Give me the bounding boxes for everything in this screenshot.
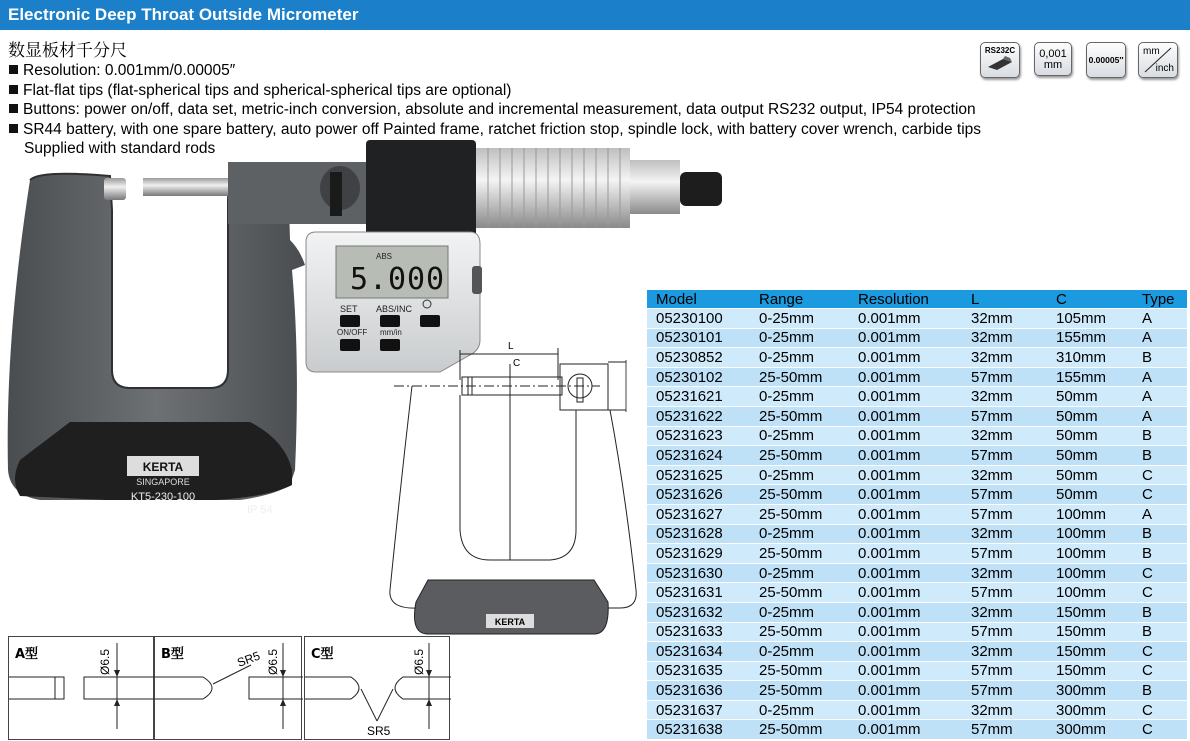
table-cell: 57mm — [962, 661, 1047, 681]
abs-inc-label: ABS/INC — [376, 304, 413, 314]
table-row — [647, 642, 1187, 662]
table-cell: 50mm — [1047, 446, 1133, 466]
table-cell: 57mm — [962, 504, 1047, 524]
table-cell: 05231629 — [647, 544, 750, 564]
table-cell: 50mm — [1047, 485, 1133, 505]
table-body — [647, 309, 1187, 740]
table-row — [647, 485, 1187, 505]
dim-l-label: L — [508, 341, 514, 352]
table-cell: 57mm — [962, 367, 1047, 387]
table-cell: 32mm — [962, 602, 1047, 622]
table-cell: 100mm — [1047, 524, 1133, 544]
tip-c-radius: SR5 — [367, 724, 391, 738]
chinese-title: 数显板材千分尺 — [8, 41, 127, 61]
table-row — [647, 504, 1187, 524]
table-cell: 0.001mm — [849, 563, 962, 583]
table-cell: 150mm — [1047, 622, 1133, 642]
table-row — [647, 563, 1187, 583]
mm-inch-conversion-icon: mm inch — [1138, 42, 1178, 78]
table-cell: C — [1133, 563, 1187, 583]
table-row — [647, 348, 1187, 368]
table-cell: 0.001mm — [849, 465, 962, 485]
table-cell: 0.001mm — [849, 328, 962, 348]
table-cell: B — [1133, 348, 1187, 368]
table-cell: 155mm — [1047, 367, 1133, 387]
table-cell: 0.001mm — [849, 642, 962, 662]
table-header-row — [647, 290, 1187, 309]
column-header: Type — [1133, 290, 1187, 309]
table-cell: 57mm — [962, 544, 1047, 564]
table-cell: 05231625 — [647, 465, 750, 485]
display-value: 5.000 — [350, 262, 444, 297]
table-cell: 0-25mm — [750, 309, 849, 329]
table-cell: 105mm — [1047, 309, 1133, 329]
column-header: Model — [647, 290, 750, 309]
column-header: Range — [750, 290, 849, 309]
table-cell: 0-25mm — [750, 328, 849, 348]
table-cell: 25-50mm — [750, 367, 849, 387]
bullet-square-icon — [9, 65, 18, 74]
table-cell: 0.001mm — [849, 348, 962, 368]
page-title: Electronic Deep Throat Outside Micrometer — [0, 0, 1190, 30]
table-cell: B — [1133, 622, 1187, 642]
table-cell: 25-50mm — [750, 544, 849, 564]
on-off-label: ON/OFF — [337, 328, 368, 337]
table-row — [647, 328, 1187, 348]
table-row — [647, 406, 1187, 426]
table-cell: 05231631 — [647, 583, 750, 603]
table-row — [647, 544, 1187, 564]
table-cell: 05231634 — [647, 642, 750, 662]
table-row — [647, 681, 1187, 701]
resolution-inch-icon: 0.00005″ — [1086, 42, 1126, 78]
table-cell: C — [1133, 583, 1187, 603]
table-cell: 0.001mm — [849, 602, 962, 622]
table-cell: 05231636 — [647, 681, 750, 701]
table-cell: 0.001mm — [849, 720, 962, 739]
table-cell: 05230102 — [647, 367, 750, 387]
table-cell: 57mm — [962, 622, 1047, 642]
table-cell: 32mm — [962, 524, 1047, 544]
mm-in-label: mm/in — [380, 328, 402, 337]
table-cell: A — [1133, 406, 1187, 426]
table-cell: 32mm — [962, 700, 1047, 720]
table-cell: C — [1133, 465, 1187, 485]
table-cell: 0-25mm — [750, 642, 849, 662]
on-off-button — [340, 339, 360, 351]
table-cell: 0.001mm — [849, 524, 962, 544]
table-cell: 100mm — [1047, 544, 1133, 564]
table-cell: 0.001mm — [849, 661, 962, 681]
table-cell: 0.001mm — [849, 504, 962, 524]
column-header: Resolution — [849, 290, 962, 309]
table-cell: C — [1133, 485, 1187, 505]
bullet-square-icon — [9, 85, 18, 94]
table-cell: B — [1133, 544, 1187, 564]
feature-item: Resolution: 0.001mm/0.00005″ — [9, 61, 981, 81]
table-row — [647, 446, 1187, 466]
technical-drawing — [380, 340, 648, 636]
tip-b-radius: SR5 — [235, 648, 262, 670]
table-cell: 0.001mm — [849, 544, 962, 564]
table-cell: C — [1133, 661, 1187, 681]
table-cell: 05231622 — [647, 406, 750, 426]
table-cell: 150mm — [1047, 642, 1133, 662]
table-cell: 0.001mm — [849, 406, 962, 426]
table-cell: 155mm — [1047, 328, 1133, 348]
table-cell: B — [1133, 524, 1187, 544]
tip-type-b: B型 SR5 Ø6.5 — [154, 636, 302, 740]
tip-c-diameter: Ø6.5 — [412, 648, 426, 675]
tip-type-c: C型 SR5 Ø6.5 — [304, 636, 450, 740]
table-cell: 05231632 — [647, 602, 750, 622]
table-cell: 05231626 — [647, 485, 750, 505]
table-cell: C — [1133, 720, 1187, 739]
table-cell: 0-25mm — [750, 426, 849, 446]
tip-a-diameter: Ø6.5 — [98, 648, 112, 675]
table-cell: B — [1133, 446, 1187, 466]
table-cell: 0-25mm — [750, 524, 849, 544]
brand-subtitle: SINGAPORE — [136, 477, 190, 487]
table-cell: 57mm — [962, 485, 1047, 505]
table-cell: 57mm — [962, 583, 1047, 603]
table-cell: 310mm — [1047, 348, 1133, 368]
table-cell: 32mm — [962, 563, 1047, 583]
table-cell: 05230100 — [647, 309, 750, 329]
table-cell: A — [1133, 309, 1187, 329]
table-cell: 25-50mm — [750, 622, 849, 642]
table-cell: 32mm — [962, 328, 1047, 348]
table-cell: 0-25mm — [750, 387, 849, 407]
feature-item: SR44 battery, with one spare battery, auto power off Painted frame, ratchet friction stop, spindle lock, with battery cover wrench, carbide tips — [9, 120, 981, 140]
table-cell: 0-25mm — [750, 563, 849, 583]
table-cell: 0.001mm — [849, 681, 962, 701]
table-cell: B — [1133, 681, 1187, 701]
resolution-mm-icon: 0,001 mm — [1034, 42, 1072, 76]
table-cell: 0.001mm — [849, 485, 962, 505]
table-row — [647, 465, 1187, 485]
brand-logo: KERTA — [142, 460, 184, 474]
table-row — [647, 622, 1187, 642]
table-cell: 0-25mm — [750, 700, 849, 720]
rs232-icon: RS232C — [980, 42, 1020, 78]
table-cell: 0-25mm — [750, 348, 849, 368]
table-cell: 0.001mm — [849, 309, 962, 329]
ip-rating: IP 54 — [247, 504, 273, 516]
table-cell: 25-50mm — [750, 504, 849, 524]
table-cell: 32mm — [962, 309, 1047, 329]
feature-item: Buttons: power on/off, data set, metric-inch conversion, absolute and incremental measurement, data output RS232 output, IP54 protection — [9, 100, 981, 120]
table-cell: 150mm — [1047, 602, 1133, 622]
table-cell: 0.001mm — [849, 426, 962, 446]
table-row — [647, 583, 1187, 603]
table-cell: 05231630 — [647, 563, 750, 583]
table-cell: 0.001mm — [849, 583, 962, 603]
table-cell: 57mm — [962, 720, 1047, 739]
table-cell: 0.001mm — [849, 622, 962, 642]
model-code: KT5-230-100 — [130, 491, 196, 500]
table-cell: 05231621 — [647, 387, 750, 407]
tip-type-a: A型 Ø6.5 — [8, 636, 154, 740]
table-cell: 05231638 — [647, 720, 750, 739]
table-cell: A — [1133, 367, 1187, 387]
drawing-brand-logo: KERTA — [494, 617, 526, 627]
table-cell: A — [1133, 504, 1187, 524]
table-cell: 300mm — [1047, 700, 1133, 720]
table-cell: 25-50mm — [750, 406, 849, 426]
bullet-square-icon — [9, 124, 18, 133]
table-cell: 05231635 — [647, 661, 750, 681]
table-cell: 05231627 — [647, 504, 750, 524]
table-cell: A — [1133, 328, 1187, 348]
table-cell: 05231623 — [647, 426, 750, 446]
table-row — [647, 700, 1187, 720]
feature-item: Flat-flat tips (flat-spherical tips and spherical-spherical tips are optional) — [9, 81, 981, 101]
table-cell: 25-50mm — [750, 485, 849, 505]
table-cell: 25-50mm — [750, 446, 849, 466]
table-row — [647, 309, 1187, 329]
table-cell: B — [1133, 426, 1187, 446]
set-label: SET — [340, 304, 358, 314]
table-cell: 32mm — [962, 642, 1047, 662]
column-header: L — [962, 290, 1047, 309]
table-cell: 25-50mm — [750, 661, 849, 681]
table-cell: 0.001mm — [849, 446, 962, 466]
table-cell: 25-50mm — [750, 583, 849, 603]
table-cell: 0.001mm — [849, 367, 962, 387]
specification-table — [647, 290, 1187, 739]
table-row — [647, 524, 1187, 544]
table-cell: A — [1133, 387, 1187, 407]
power-button — [420, 315, 440, 327]
display-abs-label: ABS — [376, 252, 393, 261]
table-cell: 32mm — [962, 387, 1047, 407]
column-header: C — [1047, 290, 1133, 309]
table-cell: 05231624 — [647, 446, 750, 466]
table-cell: C — [1133, 700, 1187, 720]
table-cell: 25-50mm — [750, 681, 849, 701]
table-cell: 57mm — [962, 681, 1047, 701]
table-row — [647, 367, 1187, 387]
feature-continuation: Supplied with standard rods — [24, 140, 216, 157]
table-row — [647, 387, 1187, 407]
table-row — [647, 661, 1187, 681]
table-cell: 05230852 — [647, 348, 750, 368]
table-cell: 57mm — [962, 406, 1047, 426]
table-cell: 32mm — [962, 348, 1047, 368]
table-cell: 0-25mm — [750, 465, 849, 485]
table-row — [647, 720, 1187, 739]
table-cell: C — [1133, 642, 1187, 662]
table-cell: 300mm — [1047, 720, 1133, 739]
table-cell: B — [1133, 602, 1187, 622]
table-cell: 0-25mm — [750, 602, 849, 622]
table-cell: 57mm — [962, 446, 1047, 466]
table-cell: 50mm — [1047, 426, 1133, 446]
table-cell: 0.001mm — [849, 387, 962, 407]
abs-inc-button — [380, 315, 400, 327]
set-button — [340, 315, 360, 327]
table-cell: 05231637 — [647, 700, 750, 720]
table-cell: 0.001mm — [849, 700, 962, 720]
table-cell: 150mm — [1047, 661, 1133, 681]
table-cell: 05231628 — [647, 524, 750, 544]
table-cell: 50mm — [1047, 465, 1133, 485]
table-row — [647, 602, 1187, 622]
dim-c-label: C — [513, 358, 521, 369]
table-cell: 100mm — [1047, 583, 1133, 603]
table-cell: 25-50mm — [750, 720, 849, 739]
table-cell: 50mm — [1047, 387, 1133, 407]
bullet-square-icon — [9, 104, 18, 113]
table-cell: 32mm — [962, 426, 1047, 446]
table-cell: 300mm — [1047, 681, 1133, 701]
table-cell: 100mm — [1047, 504, 1133, 524]
table-row — [647, 426, 1187, 446]
table-cell: 05231633 — [647, 622, 750, 642]
table-cell: 05230101 — [647, 328, 750, 348]
table-cell: 50mm — [1047, 406, 1133, 426]
table-cell: 100mm — [1047, 563, 1133, 583]
tip-b-diameter: Ø6.5 — [266, 648, 280, 675]
table-cell: 32mm — [962, 465, 1047, 485]
